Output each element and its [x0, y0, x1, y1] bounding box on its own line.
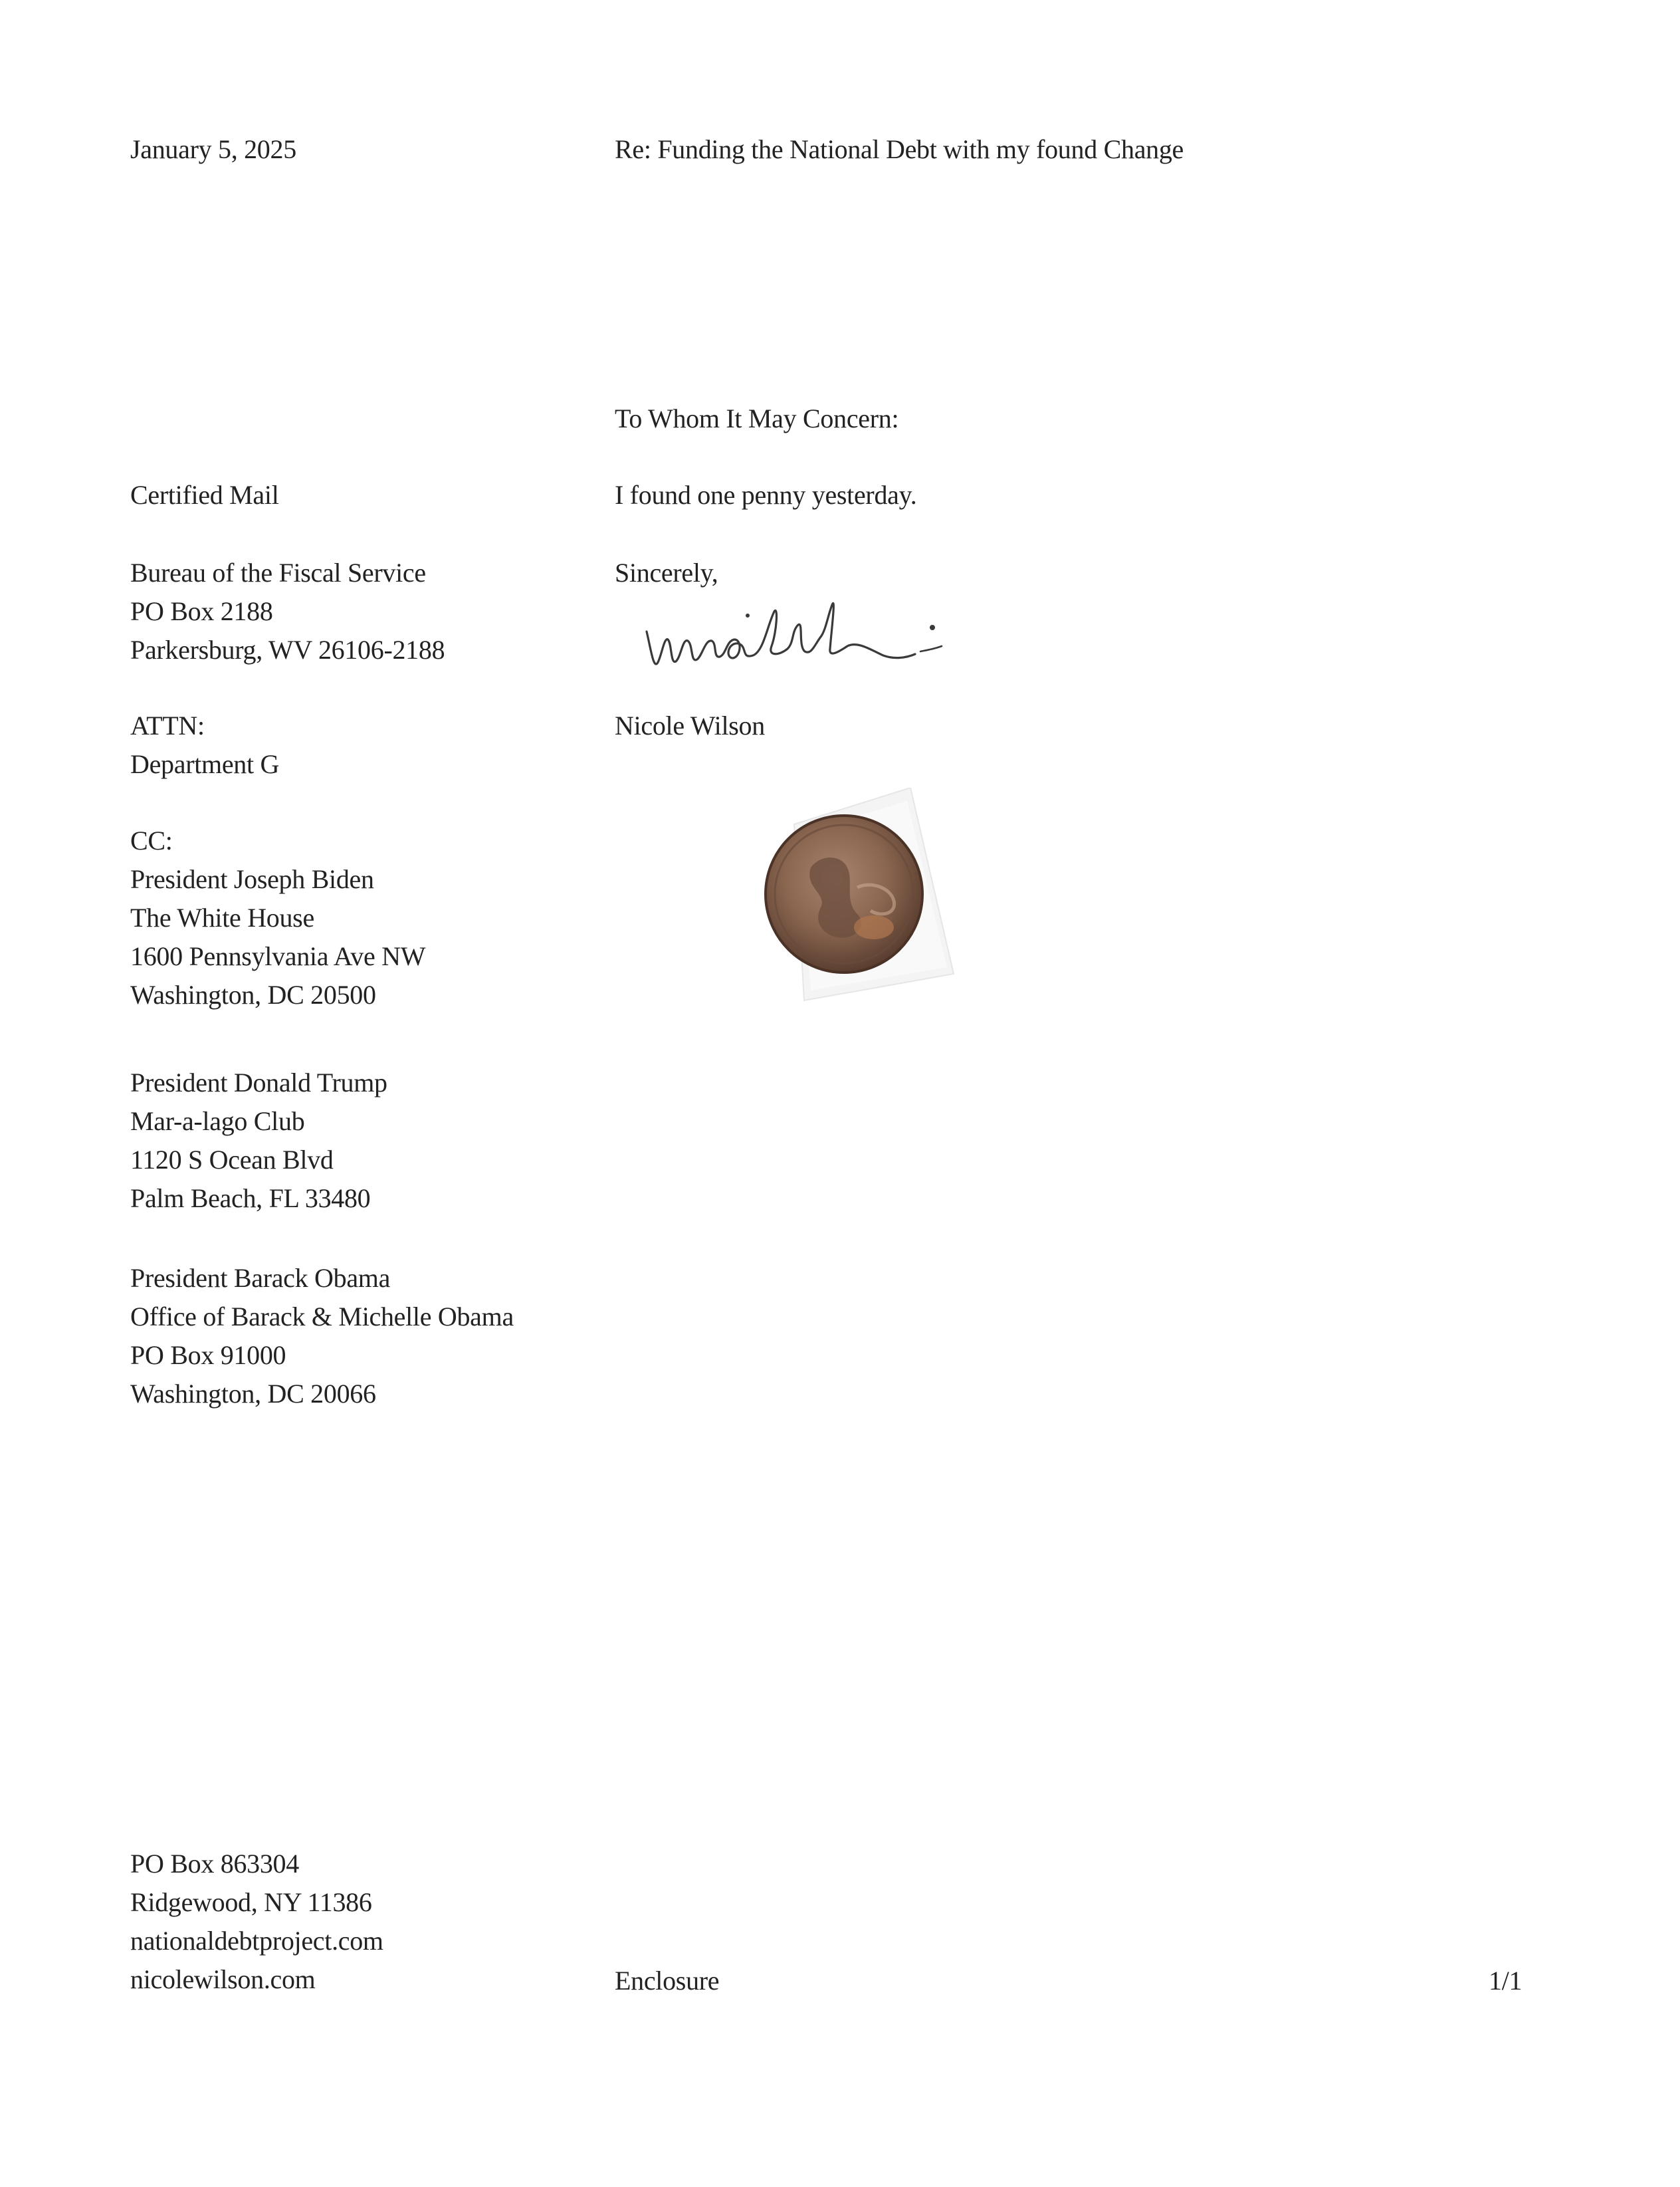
- salutation: To Whom It May Concern:: [615, 403, 899, 433]
- cc-recipient-line: 1120 S Ocean Blvd: [130, 1145, 334, 1175]
- attention-value: Department G: [130, 749, 280, 779]
- sender-name: Nicole Wilson: [615, 711, 765, 741]
- cc-recipient-line: The White House: [130, 903, 314, 933]
- cc-recipient-line: Office of Barack & Michelle Obama: [130, 1302, 514, 1331]
- website-link[interactable]: nationaldebtproject.com: [130, 1926, 383, 1956]
- cc-recipient-line: President Donald Trump: [130, 1068, 387, 1097]
- address-line: Bureau of the Fiscal Service: [130, 558, 426, 588]
- cc-recipient-line: PO Box 91000: [130, 1340, 286, 1370]
- handwritten-signature: [641, 585, 967, 685]
- return-address-line: PO Box 863304: [130, 1849, 299, 1879]
- page-number: 1/1: [1489, 1966, 1522, 1996]
- cc-recipient-line: Washington, DC 20066: [130, 1379, 376, 1409]
- cc-recipient-line: President Joseph Biden: [130, 864, 374, 894]
- cc-recipient-line: Washington, DC 20500: [130, 980, 376, 1010]
- website-link[interactable]: nicolewilson.com: [130, 1964, 316, 1994]
- cc-recipient-line: President Barack Obama: [130, 1263, 391, 1293]
- letter-subject: Re: Funding the National Debt with my found Change: [615, 134, 1184, 164]
- enclosure-note: Enclosure: [615, 1966, 720, 1996]
- address-line: PO Box 2188: [130, 596, 273, 626]
- return-address-line: Ridgewood, NY 11386: [130, 1887, 372, 1917]
- cc-recipient-line: 1600 Pennsylvania Ave NW: [130, 941, 426, 971]
- attention-block: [130, 707, 279, 784]
- taped-penny-image: [758, 788, 957, 1007]
- cc-recipient-line: Mar-a-lago Club: [130, 1106, 305, 1136]
- cc-recipient: [130, 1259, 514, 1413]
- return-address: [130, 1845, 383, 1999]
- cc-recipient: [130, 1064, 387, 1218]
- address-line: Parkersburg, WV 26106-2188: [130, 635, 445, 665]
- cc-block: [130, 822, 425, 1014]
- recipient-address: [130, 554, 445, 669]
- cc-recipient-line: Palm Beach, FL 33480: [130, 1183, 371, 1213]
- letter-body: I found one penny yesterday.: [615, 480, 917, 510]
- delivery-method: Certified Mail: [130, 480, 279, 510]
- closing: Sincerely,: [615, 558, 718, 588]
- letter-date: January 5, 2025: [130, 134, 296, 164]
- cc-label: CC:: [130, 826, 173, 856]
- attention-label: ATTN:: [130, 711, 205, 741]
